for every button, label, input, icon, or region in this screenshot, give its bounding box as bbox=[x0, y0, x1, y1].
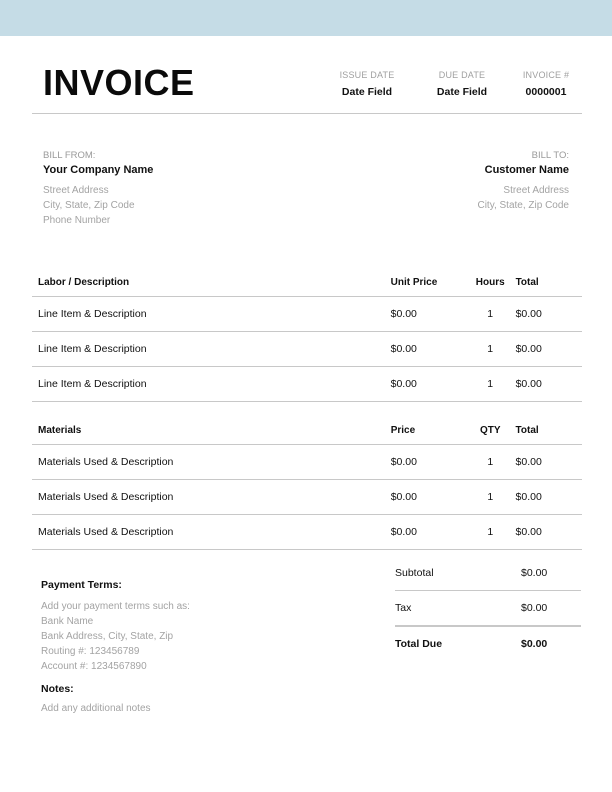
subtotal-label: Subtotal bbox=[395, 567, 434, 579]
materials-col-description: Materials bbox=[32, 416, 391, 445]
labor-col-description: Labor / Description bbox=[32, 268, 391, 297]
materials-price: $0.00 bbox=[391, 515, 465, 550]
labor-hours: 1 bbox=[465, 367, 516, 402]
invoice-number-value: 0000001 bbox=[525, 86, 567, 98]
table-row bbox=[32, 297, 582, 332]
total-due-value: $0.00 bbox=[521, 638, 548, 650]
materials-col-qty: QTY bbox=[465, 416, 516, 445]
total-due-label: Total Due bbox=[395, 638, 443, 650]
payment-terms-block bbox=[41, 578, 190, 674]
account-number: Account #: 1234567890 bbox=[41, 661, 147, 672]
labor-col-unit-price: Unit Price bbox=[391, 268, 465, 297]
tax-label: Tax bbox=[395, 602, 412, 614]
labor-unit-price: $0.00 bbox=[391, 332, 465, 367]
labor-description: Line Item & Description bbox=[32, 332, 391, 367]
labor-unit-price: $0.00 bbox=[391, 367, 465, 402]
labor-table bbox=[32, 268, 582, 402]
bank-name: Bank Name bbox=[41, 616, 94, 627]
materials-col-total: Total bbox=[516, 416, 582, 445]
table-row bbox=[32, 367, 582, 402]
invoice-number-block bbox=[516, 70, 576, 98]
notes-block bbox=[41, 683, 151, 714]
materials-header-row bbox=[32, 416, 582, 445]
subtotal-value: $0.00 bbox=[521, 567, 548, 579]
labor-col-hours: Hours bbox=[465, 268, 516, 297]
labor-total: $0.00 bbox=[516, 332, 582, 367]
labor-hours: 1 bbox=[465, 297, 516, 332]
labor-total: $0.00 bbox=[516, 367, 582, 402]
materials-table bbox=[32, 416, 582, 550]
bill-to-block bbox=[477, 148, 569, 213]
materials-total: $0.00 bbox=[516, 445, 582, 480]
tax-value: $0.00 bbox=[521, 602, 548, 614]
subtotal-row bbox=[395, 556, 581, 591]
bill-from-street: Street Address bbox=[43, 185, 109, 196]
payment-terms-intro: Add your payment terms such as: bbox=[41, 601, 190, 612]
materials-qty: 1 bbox=[465, 445, 516, 480]
bank-address: Bank Address, City, State, Zip bbox=[41, 631, 174, 642]
totals-block bbox=[395, 556, 581, 661]
invoice-title: INVOICE bbox=[43, 62, 195, 103]
materials-price: $0.00 bbox=[391, 445, 465, 480]
materials-total: $0.00 bbox=[516, 480, 582, 515]
invoice-number-label: INVOICE # bbox=[522, 70, 570, 80]
issue-date-block bbox=[337, 70, 397, 98]
materials-col-price: Price bbox=[391, 416, 465, 445]
labor-hours: 1 bbox=[465, 332, 516, 367]
materials-price: $0.00 bbox=[391, 480, 465, 515]
due-date-block bbox=[432, 70, 492, 98]
materials-qty: 1 bbox=[465, 515, 516, 550]
bill-from-label: BILL FROM: bbox=[43, 150, 96, 161]
tax-row bbox=[395, 591, 581, 627]
materials-description: Materials Used & Description bbox=[32, 515, 391, 550]
payment-terms-heading: Payment Terms: bbox=[41, 579, 122, 591]
issue-date-label: ISSUE DATE bbox=[339, 70, 395, 80]
header-divider bbox=[32, 113, 582, 114]
materials-qty: 1 bbox=[465, 480, 516, 515]
materials-description: Materials Used & Description bbox=[32, 480, 391, 515]
labor-unit-price: $0.00 bbox=[391, 297, 465, 332]
materials-description: Materials Used & Description bbox=[32, 445, 391, 480]
labor-description: Line Item & Description bbox=[32, 297, 391, 332]
materials-total: $0.00 bbox=[516, 515, 582, 550]
bill-to-city: City, State, Zip Code bbox=[477, 200, 569, 211]
bill-from-block bbox=[43, 148, 153, 228]
labor-total: $0.00 bbox=[516, 297, 582, 332]
bill-from-city: City, State, Zip Code bbox=[43, 200, 135, 211]
table-row bbox=[32, 332, 582, 367]
routing-number: Routing #: 123456789 bbox=[41, 646, 140, 657]
bill-to-street: Street Address bbox=[503, 185, 569, 196]
bill-to-name: Customer Name bbox=[484, 164, 569, 176]
table-row bbox=[32, 480, 582, 515]
bill-from-phone: Phone Number bbox=[43, 215, 111, 226]
due-date-value: Date Field bbox=[436, 86, 488, 98]
labor-header-row bbox=[32, 268, 582, 297]
table-row bbox=[32, 445, 582, 480]
total-due-row bbox=[395, 627, 581, 661]
bill-from-name: Your Company Name bbox=[43, 164, 154, 176]
labor-col-total: Total bbox=[516, 268, 582, 297]
bill-to-label: BILL TO: bbox=[531, 150, 569, 161]
notes-heading: Notes: bbox=[41, 683, 74, 695]
header-band bbox=[0, 0, 612, 36]
due-date-label: DUE DATE bbox=[438, 70, 486, 80]
labor-description: Line Item & Description bbox=[32, 367, 391, 402]
table-row bbox=[32, 515, 582, 550]
notes-text: Add any additional notes bbox=[41, 703, 151, 714]
issue-date-value: Date Field bbox=[341, 86, 393, 98]
